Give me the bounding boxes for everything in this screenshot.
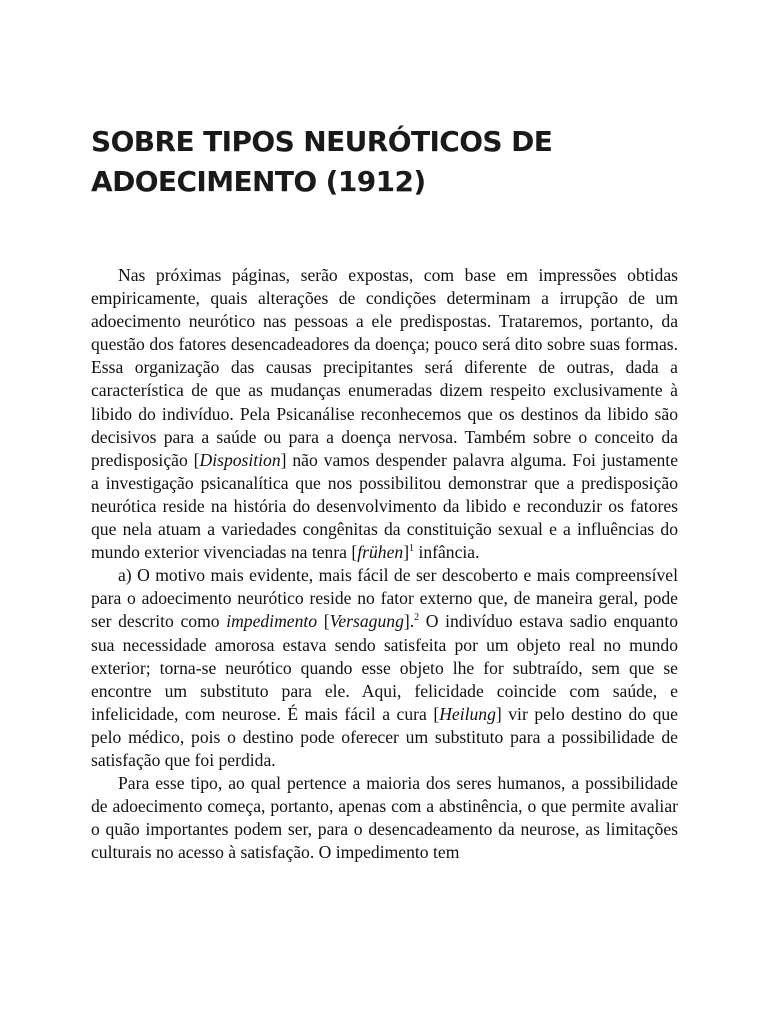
chapter-title-line-1: SOBRE TIPOS NEURÓTICOS DE (91, 125, 553, 158)
paragraph-1-text-b: ] não vamos despender palavra alguma. Foi justamente a investigação psicanalítica que nos possibilitou demonstrar que a predisposição neurótica reside na história do desenvolvimento da libido e reconduzir os fatores que nela atuam a variedades congênitas da constituição sexual e a influências do mundo exterior vivenciadas na tenra [ (91, 449, 679, 563)
paragraph-2-text-d: O indivíduo estava sadio enquanto sua necessidade amorosa estava sendo satisfeita por um objeto real no mundo exterior; torna-se neurótico quando esse objeto lhe for subtraído, sem que se encontre um substituto para ele. Aqui, felicidade coincide com saúde, e infelicidade, com neurose. É mais fácil a cura [ (91, 611, 679, 724)
paragraph-2-text-e: ] vir pelo destino do que pelo médico, pois o destino pode oferecer um substituto para a possibilidade de satisfação que foi perdida. (91, 703, 678, 770)
term-impedimento: impedimento (226, 611, 318, 632)
paragraph-1-text-c: ] (403, 542, 410, 563)
paragraph-3 (91, 772, 678, 864)
body-text (91, 264, 678, 864)
book-page (91, 122, 678, 864)
footnote-marker-1: 1 (409, 543, 415, 555)
term-versagung: Versagung (329, 611, 404, 632)
paragraph-1-text-d: infância. (414, 542, 480, 563)
paragraph-2-text-b: [ (317, 611, 330, 632)
term-heilung: Heilung (439, 703, 496, 724)
chapter-title (91, 122, 678, 202)
chapter-title-line-2: ADOECIMENTO (1912) (91, 165, 426, 198)
footnote-marker-2: 2 (414, 612, 420, 624)
paragraph-2-text-c: ]. (403, 611, 415, 632)
paragraph-3-text: Para esse tipo, ao qual pertence a maioria dos seres humanos, a possibilidade de adoecimento começa, portanto, apenas com a abstinência, o que permite avaliar o quão importantes podem ser, para o desencadeamento da neurose, as limitações culturais no acesso à satisfação. O impedimento tem (91, 773, 678, 863)
paragraph-1-text-a: Nas próximas páginas, serão expostas, com base em impressões obtidas empiricamente, quais alterações de condições determinam a irrupção de um adoecimento neurótico nas pessoas a ele predispostas. Trataremos, portanto, da questão dos fatores desencadeadores da doença; pouco será dito sobre suas formas. Essa organização das causas precipitantes será diferente de outras, dada a característica de que as mudanças enumeradas dizem respeito exclusivamente à libido do indivíduo. Pela Psicanálise reconhecemos que os destinos da libido são decisivos para a saúde ou para a doença nervosa. Também sobre o conceito da predisposição [ (91, 265, 678, 470)
term-disposition: Disposition (199, 449, 281, 470)
paragraph-2-text-a: a) O motivo mais evidente, mais fácil de ser descoberto e mais compreensível para o adoecimento neurótico reside no fator externo que, de maneira geral, pode ser descrito como (91, 565, 678, 632)
paragraph-1 (91, 264, 678, 564)
term-fruhen: frühen (357, 542, 404, 563)
paragraph-2 (91, 564, 678, 772)
